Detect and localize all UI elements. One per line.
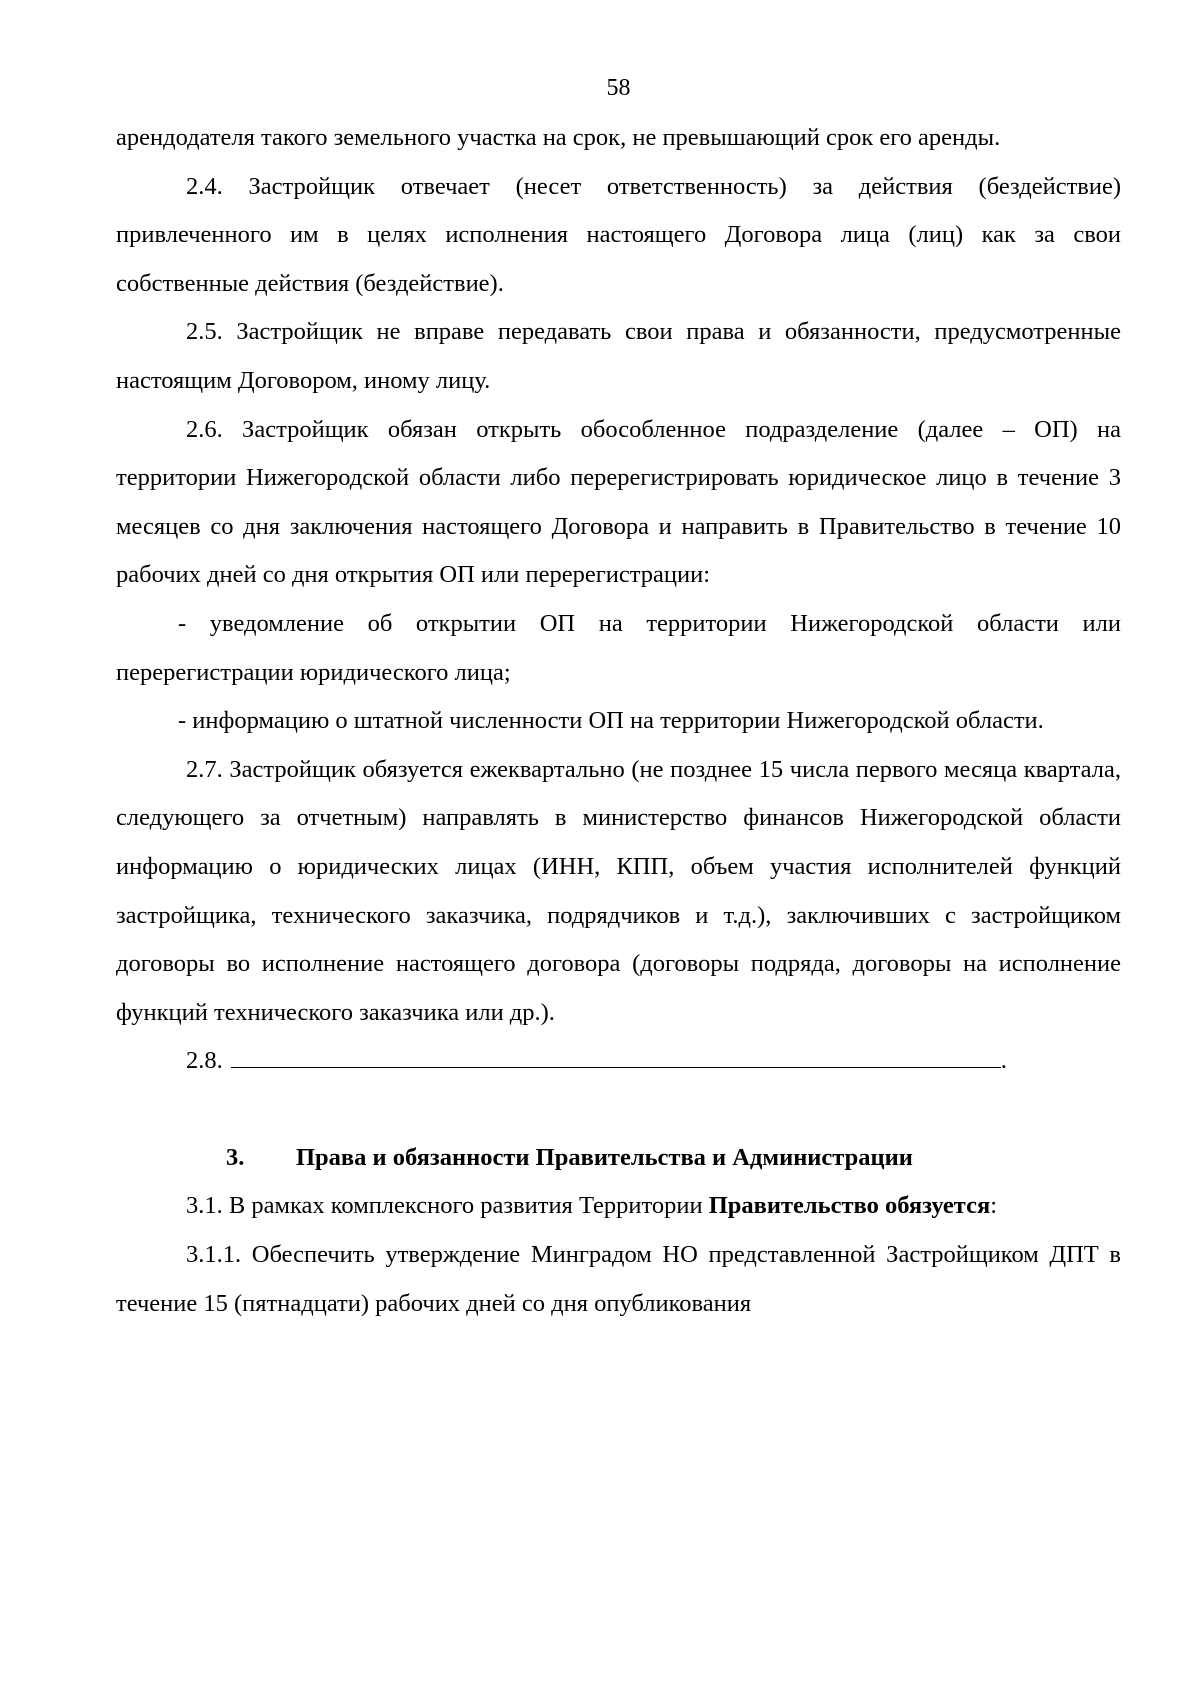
paragraph-3-1-bold: Правительство обязуется — [708, 1192, 991, 1220]
paragraph-2-8-end: . — [1000, 1047, 1007, 1075]
paragraph-3-1-text: 3.1. В рамках комплексного развития Территории — [186, 1192, 709, 1220]
section-3-heading — [116, 1134, 1121, 1183]
section-3-number: 3. — [226, 1143, 245, 1171]
section-3-title: Права и обязанности Правительства и Администрации — [296, 1143, 913, 1171]
paragraph-3-1-1: 3.1.1. Обеспечить утверждение Минградом НО представленной Застройщиком ДПТ в течение 15 (пятнадцати) рабочих дней со дня опубликования — [116, 1241, 1121, 1317]
list-item-notification: - уведомление об открытии ОП на территории Нижегородской области или перерегистрации юридического лица; — [116, 609, 1121, 686]
list-item-staff-info: - информацию о штатной численности ОП на территории Нижегородской области. — [178, 707, 1044, 735]
paragraph-2-8 — [116, 1037, 1121, 1086]
paragraph-2-8-label: 2.8. — [186, 1047, 223, 1075]
paragraph-2-6: 2.6. Застройщик обязан открыть обособленное подразделение (далее – ОП) на территории Нижегородской области либо перерегистрировать юридическое лицо в течение 3 месяцев со дня заключения настоящего Договора и направить в Правительство в течение 10 рабочих дней со дня открытия ОП или перерегистрации: — [116, 415, 1121, 589]
document-body — [116, 114, 1121, 1328]
blank-fill-line — [231, 1045, 1001, 1068]
page-number: 58 — [606, 75, 631, 101]
paragraph-3-1 — [116, 1182, 1121, 1231]
section-spacer — [116, 1086, 1121, 1134]
paragraph-3-1-end: : — [990, 1192, 998, 1220]
paragraph-lease-continuation: арендодателя такого земельного участка на срок, не превышающий срок его аренды. — [116, 124, 1001, 151]
paragraph-2-4: 2.4. Застройщик отвечает (несет ответственность) за действия (бездействие) привлеченного им в целях исполнения настоящего Договора лица (лиц) как за свои собственные действия (бездействие). — [116, 172, 1121, 297]
paragraph-2-5: 2.5. Застройщик не вправе передавать свои права и обязанности, предусмотренные настоящим Договором, иному лицу. — [116, 318, 1121, 394]
paragraph-2-7: 2.7. Застройщик обязуется ежеквартально (не позднее 15 числа первого месяца квартала, следующего за отчетным) направлять в министерство финансов Нижегородской области информацию о юридических лицах (ИНН, КПП, объем участия исполнителей функций застройщика, технического заказчика, подрядчиков и т.д.), заключивших с застройщиком договоры во исполнение настоящего договора (договоры подряда, договоры на исполнение функций технического заказчика или др.). — [116, 755, 1121, 1026]
